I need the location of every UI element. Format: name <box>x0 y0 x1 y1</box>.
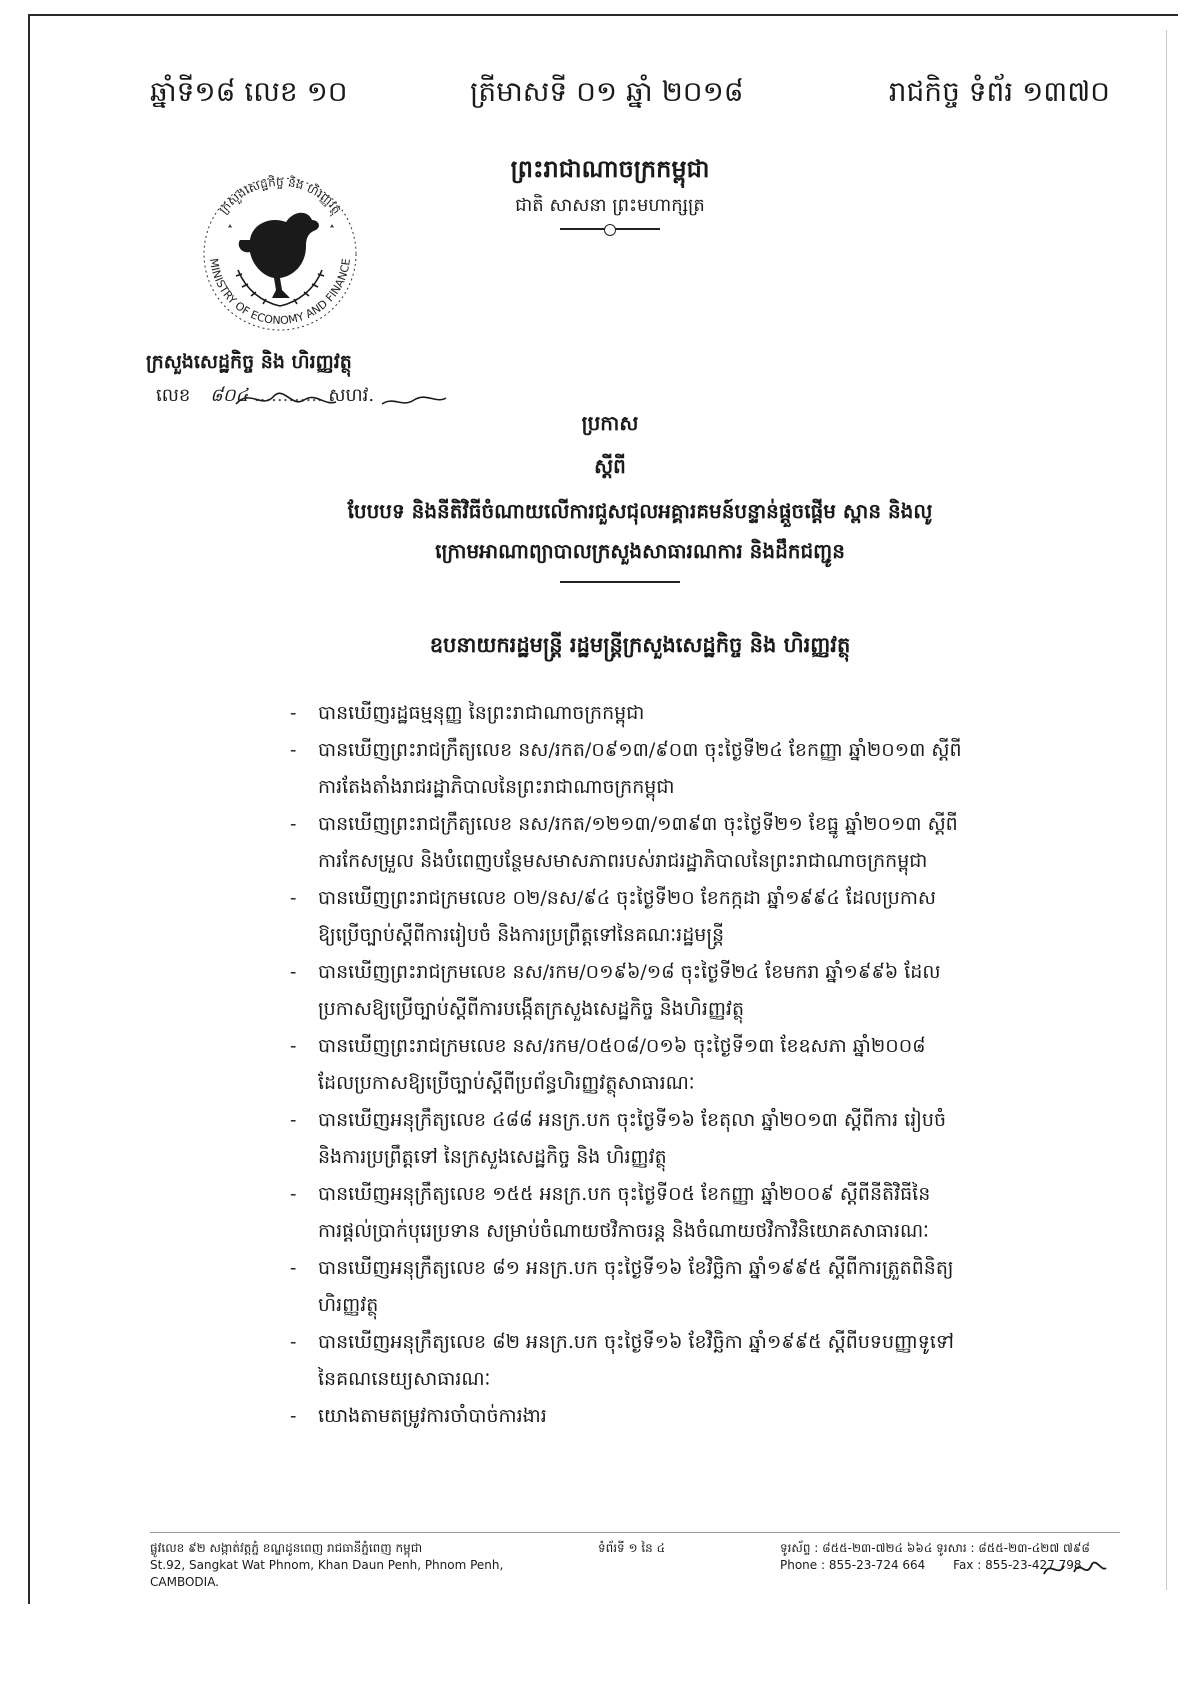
considerations-list <box>290 695 1070 1435</box>
seal-khmer-text: ក្រសួងសេដ្ឋកិច្ច និង ហិរញ្ញវត្ថុ <box>215 174 345 217</box>
rooster-emblem-icon <box>239 213 319 298</box>
consideration-item: - បានឃើញអនុក្រឹត្យលេខ ៨១ អនក្រ.បក ចុះថ្ងៃទី១៦ ខែវិច្ឆិកា ឆ្នាំ១៩៩៥ ស្តីពីការត្រួតពិនិត្យ ហិរញ្ញវត្ថុ <box>290 1257 954 1316</box>
footer-address-english: St.92, Sangkat Wat Phnom, Khan Daun Penh, Phnom Penh, CAMBODIA. <box>150 1558 504 1589</box>
ref-number: ៨០៤ <box>210 385 249 406</box>
ref-prefix: លេខ <box>156 385 191 406</box>
consideration-item: - បានឃើញព្រះរាជក្រមលេខ ០២/នស/៩៤ ចុះថ្ងៃទី២០ ខែកក្កដា ឆ្នាំ១៩៩៤ ដែលប្រកាស ឱ្យប្រើច្បាប់ស្តីពីការរៀបចំ និងការប្រព្រឹត្តទៅនៃគណៈរដ្ឋមន្ត្រី <box>290 887 937 946</box>
footer-fax: Fax : 855-23-427 798 <box>953 1558 1082 1572</box>
consideration-item: - បានឃើញព្រះរាជក្រមលេខ នស/រកម/០៥០៨/០១៦ ចុះថ្ងៃទី១៣ ខែឧសភា ឆ្នាំ២០០៨ ដែលប្រកាសឱ្យប្រើច្បាប់ស្តីពីប្រព័ន្ធហិរញ្ញវត្ថុសាធារណៈ <box>290 1035 926 1094</box>
ministry-seal-logo <box>190 166 370 346</box>
national-motto: ជាតិ សាសនា ព្រះមហាក្សត្រ <box>515 195 705 216</box>
ministry-name: ក្រសួងសេដ្ឋកិច្ច និង ហិរញ្ញវត្ថុ <box>146 351 352 373</box>
footer-divider <box>150 1532 1120 1533</box>
consideration-item: - បានឃើញអនុក្រឹត្យលេខ ៤៨៨ អនក្រ.បក ចុះថ្ងៃទី១៦ ខែតុលា ឆ្នាំ២០១៣ ស្តីពីការ រៀបចំ និងការប្រព្រឹត្តទៅ នៃក្រសួងសេដ្ឋកិច្ច និង ហិរញ្ញវត្ថុ <box>290 1109 947 1168</box>
gazette-header <box>150 74 1110 120</box>
consideration-item: - បានឃើញអនុក្រឹត្យលេខ ១៥៥ អនក្រ.បក ចុះថ្ងៃទី០៥ ខែកញ្ញា ឆ្នាំ២០០៩ ស្តីពីនីតិវិធីនៃ ការផ្តល់ប្រាក់បុរេប្រទាន សម្រាប់ចំណាយថវិកាចរន្ត និងចំណាយថវិកាវិនិយោគសាធារណៈ <box>290 1183 931 1242</box>
consideration-item: - បានឃើញអនុក្រឹត្យលេខ ៨២ អនក្រ.បក ចុះថ្ងៃទី១៦ ខែវិច្ឆិកា ឆ្នាំ១៩៩៥ ស្តីពីបទបញ្ញាទូទៅ នៃគណនេយ្យសាធារណៈ <box>290 1331 954 1390</box>
footer-page-count: ទំព័រទី ១ នៃ ៤ <box>598 1541 666 1555</box>
handwritten-initials <box>1040 1550 1110 1584</box>
svg-text:ក្រសួងសេដ្ឋកិច្ច និង ហិរញ្ញវត្ <box>216 174 344 218</box>
document-type: ប្រកាស <box>581 411 639 435</box>
gazette-quarter-date: ត្រីមាសទី ០១ ឆ្នាំ ២០១៨ <box>470 75 744 108</box>
kingdom-name: ព្រះរាជាណាចក្រកម្ពុជា <box>510 154 710 183</box>
consideration-item: - បានឃើញព្រះរាជក្រឹត្យលេខ នស/រកត/១២១៣/១៣៩៣ ចុះថ្ងៃទី២១ ខែធ្នូ ឆ្នាំ២០១៣ ស្តីពី ការកែសម្រួល និងបំពេញបន្ថែមសមាសភាពរបស់រាជរដ្ឋាភិបាលនៃព្រះរាជាណាចក្រកម្ពុជា <box>290 813 958 872</box>
consideration-item: - យោងតាមតម្រូវការចាំបាច់ការងារ <box>290 1405 547 1427</box>
consideration-item: - បានឃើញព្រះរាជក្រមលេខ នស/រកម/០១៩៦/១៨ ចុះថ្ងៃទី២៤ ខែមករា ឆ្នាំ១៩៩៦ ដែល ប្រកាសឱ្យប្រើច្បាប់ស្តីពីការបង្កើតក្រសួងសេដ្ឋកិច្ច និងហិរញ្ញវត្ថុ <box>290 961 941 1020</box>
page-border-right <box>1166 30 1167 1590</box>
handwritten-signature <box>232 382 452 414</box>
page-footer <box>150 1540 1120 1589</box>
document-on-label: ស្តីពី <box>594 454 626 478</box>
ref-suffix: សហវ. <box>328 385 375 406</box>
gazette-page-number: រាជកិច្ច ទំព័រ ១៣៧០ <box>888 75 1110 108</box>
consideration-item: - បានឃើញព្រះរាជក្រឹត្យលេខ នស/រកត/០៩១៣/៩០៣ ចុះថ្ងៃទី២៤ ខែកញ្ញា ឆ្នាំ២០១៣ ស្តីពី ការតែងតាំងរាជរដ្ឋាភិបាលនៃព្រះរាជាណាចក្រកម្ពុជា <box>290 739 962 798</box>
consideration-item: - បានឃើញរដ្ឋធម្មនុញ្ញ នៃព្រះរាជាណាចក្រកម្ពុជា <box>290 702 645 724</box>
document-title-line-1: បែបបទ និងនីតិវិធីចំណាយលើការជួសជុលអគ្គារគមន៍បន្ទាន់ផ្តួចផ្តើម ស្ពាន និងលូ <box>347 499 933 523</box>
footer-phone: Phone : 855-23-724 664 <box>780 1558 926 1572</box>
footer-address <box>150 1540 510 1591</box>
document-title-line-2: ក្រោមអាណាព្យាបាលក្រសួងសាធារណការ និងដឹកជញ្ជូន <box>435 539 845 563</box>
title-divider <box>560 581 680 583</box>
footer-contact-khmer: ទូរស័ព្ទ : ៨៥៥-២៣-៧២៤ ៦៦៤ ទូរសារ : ៨៥៥-២៣-៤២៧ ៧៩៨ <box>780 1541 1090 1555</box>
page-border-top <box>28 14 1178 16</box>
ref-dots: ............ <box>253 385 323 406</box>
issuing-minister: ឧបនាយករដ្ឋមន្ត្រី រដ្ឋមន្ត្រីក្រសួងសេដ្ឋកិច្ច និង ហិរញ្ញវត្ថុ <box>429 632 851 657</box>
motto-ornament <box>560 228 660 230</box>
page-border-left <box>28 14 30 1604</box>
seal-english-text: MINISTRY OF ECONOMY AND FINANCE <box>207 257 353 328</box>
footer-address-khmer: ផ្លូវលេខ ៩២ សង្កាត់វត្តភ្នំ ខណ្ឌដូនពេញ រាជធានីភ្នំពេញ កម្ពុជា <box>150 1541 423 1555</box>
gazette-year-issue: ឆ្នាំទី១៨ លេខ ១០ <box>150 75 348 108</box>
